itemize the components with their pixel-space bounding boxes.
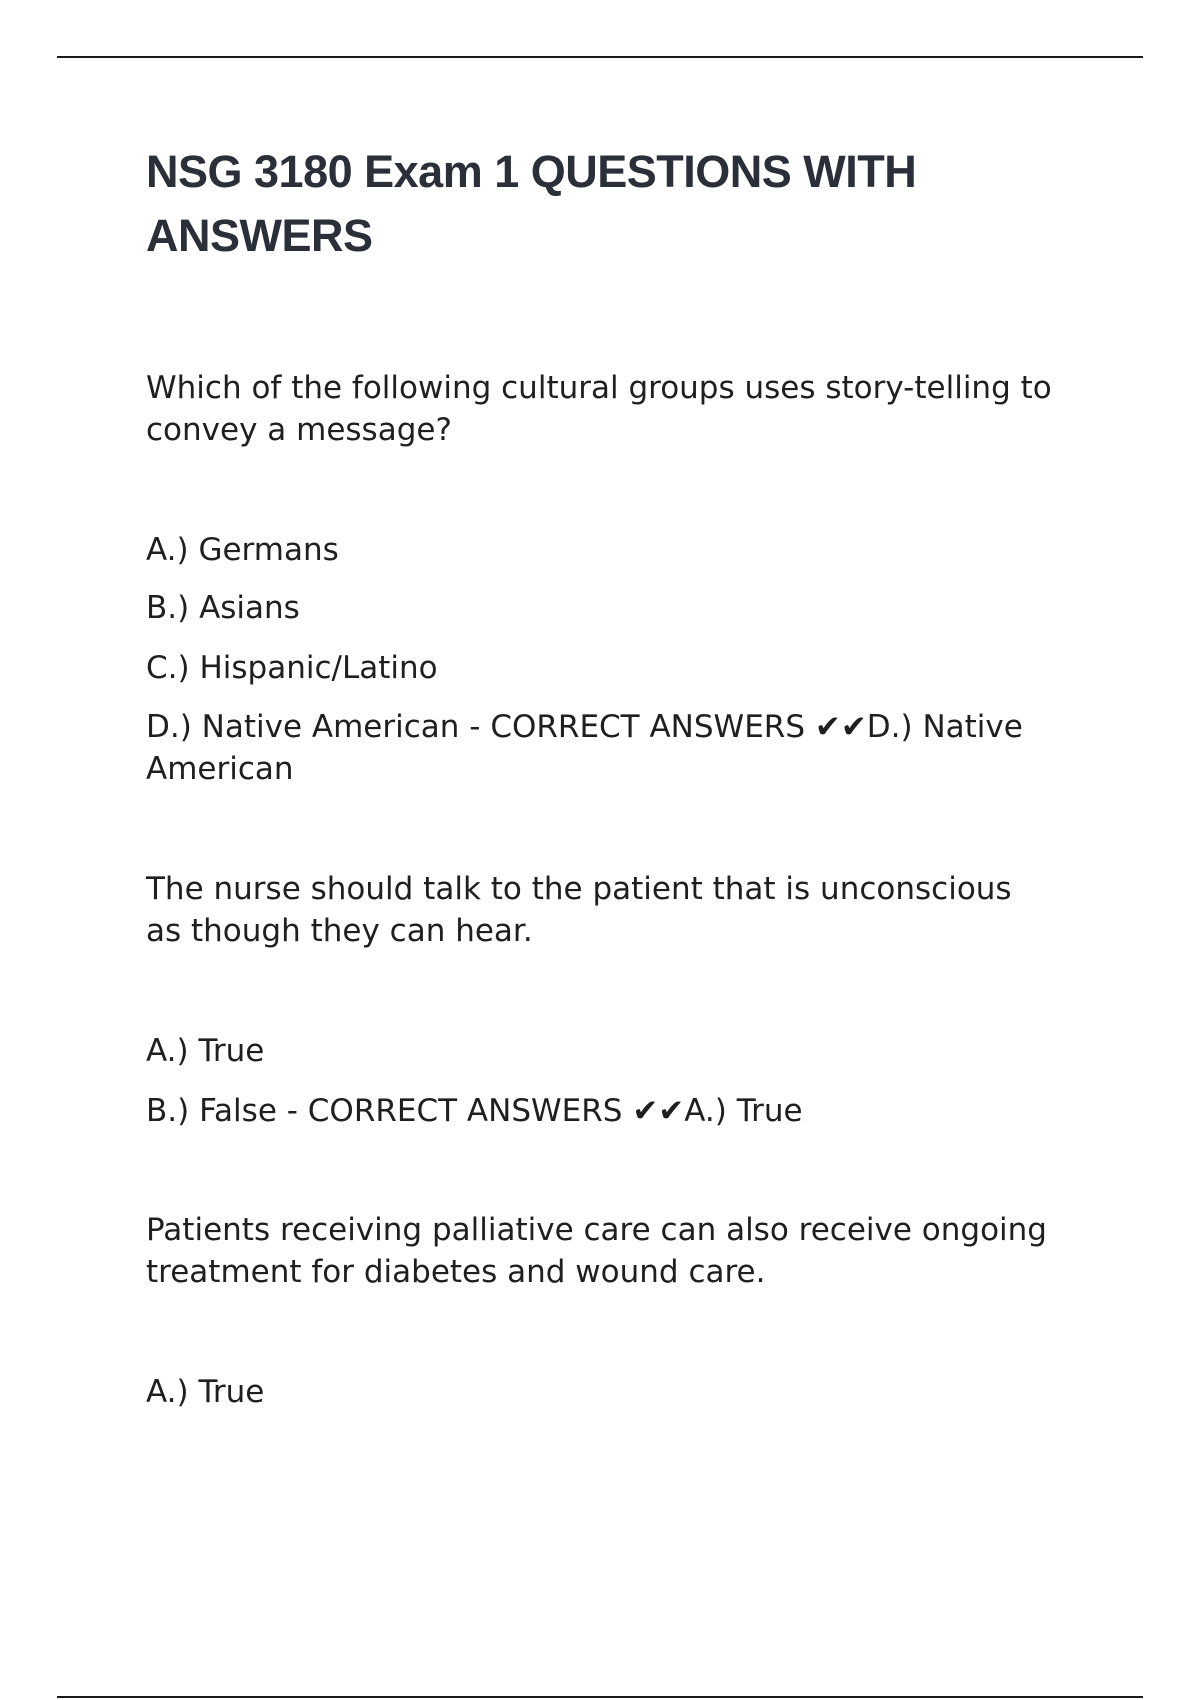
question-2-option-b-answer: B.) False - CORRECT ANSWERS ✔✔A.) True (146, 1093, 803, 1129)
question-1-option-b: B.) Asians (146, 590, 300, 626)
header-rule (57, 56, 1143, 58)
page-header (146, 140, 1106, 268)
question-1-text: Which of the following cultural groups uses story-telling to convey a message? (146, 370, 1052, 448)
question-1-option-d-answer: D.) Native American - CORRECT ANSWERS ✔✔D.) Native American (146, 709, 1023, 787)
question-2-option-a: A.) True (146, 1033, 265, 1069)
question-1-option-a: A.) Germans (146, 532, 339, 568)
question-2-text: The nurse should talk to the patient that is unconscious as though they can hear. (146, 871, 1012, 949)
question-3-option-a: A.) True (146, 1374, 265, 1410)
footer-rule (57, 1696, 1143, 1698)
page-title: NSG 3180 Exam 1 QUESTIONS WITH ANSWERS (146, 146, 917, 261)
question-3-text: Patients receiving palliative care can also receive ongoing treatment for diabetes and wound care. (146, 1212, 1047, 1290)
question-1-option-c: C.) Hispanic/Latino (146, 650, 438, 686)
